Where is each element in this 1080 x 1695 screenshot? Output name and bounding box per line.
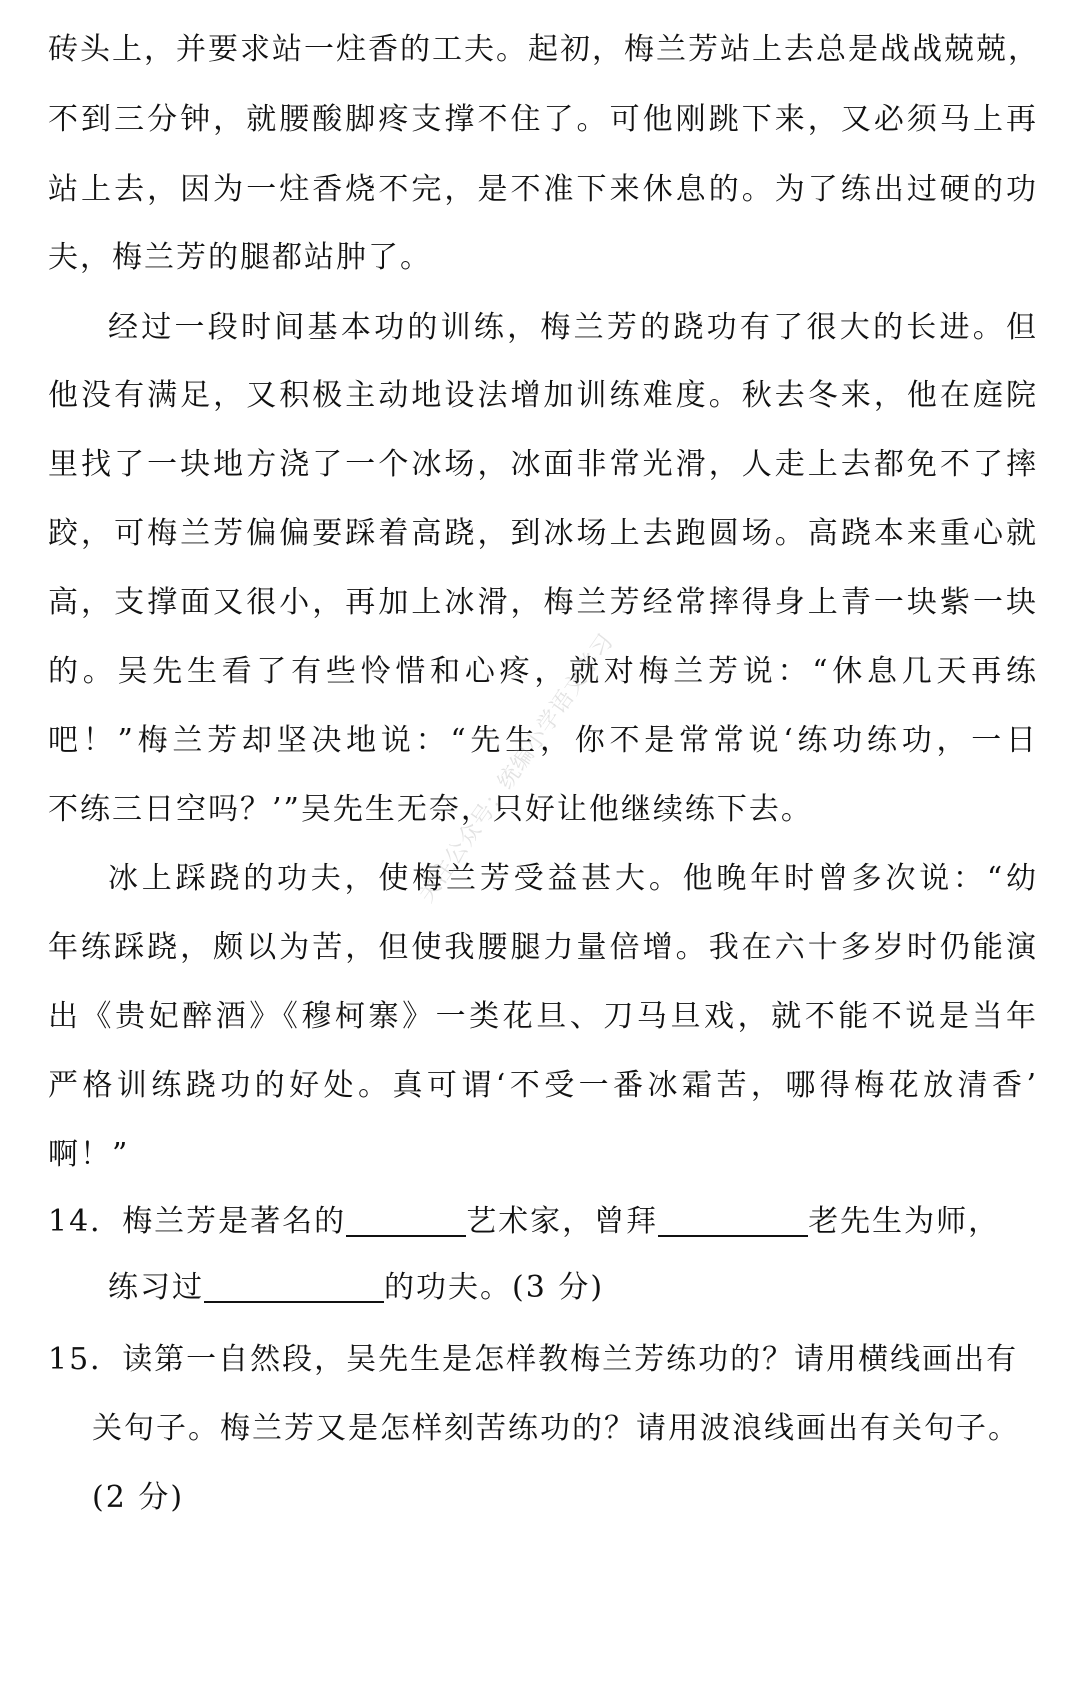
question-text: 的功夫。(3 分): [384, 1270, 605, 1305]
question-number: 14．: [48, 1204, 123, 1239]
passage-line: 啊！”: [48, 1137, 130, 1172]
passage-line: 站上去，因为一炷香烧不完，是不准下来休息的。为了练出过硬的功: [48, 172, 1038, 207]
answer-blank[interactable]: [346, 1205, 466, 1237]
question-15: [48, 1332, 1038, 1388]
question-text: 老先生为师，: [808, 1204, 1001, 1239]
passage-line: 他没有满足，又积极主动地设法增加训练难度。秋去冬来，他在庭院: [48, 378, 1038, 413]
passage-line: 夫，梅兰芳的腿都站肿了。: [48, 240, 432, 275]
passage-line: 冰上踩跷的功夫，使梅兰芳受益甚大。他晚年时曾多次说：“幼: [108, 861, 1038, 896]
passage-line: 出《贵妃醉酒》《穆柯寨》一类花旦、刀马旦戏，就不能不说是当年: [48, 999, 1038, 1034]
question-text: 艺术家，曾拜: [466, 1204, 659, 1239]
passage-line: 不练三日空吗？’”吴先生无奈，只好让他继续练下去。: [48, 792, 813, 827]
question-text: 关句子。梅兰芳又是怎样刻苦练功的？请用波浪线画出有关句子。: [92, 1411, 1020, 1446]
passage-line: 里找了一块地方浇了一个冰场，冰面非常光滑，人走上去都免不了摔: [48, 447, 1038, 482]
question-14: [48, 1194, 1038, 1250]
question-score: (2 分): [92, 1480, 185, 1515]
question-text: 练习过: [108, 1270, 204, 1305]
question-14-continued: [108, 1260, 1038, 1316]
question-number: 15．: [48, 1342, 123, 1377]
passage-line: 吧！”梅兰芳却坚决地说：“先生，你不是常常说‘练功练功，一日: [48, 723, 1038, 758]
question-text: 读第一自然段，吴先生是怎样教梅兰芳练功的？请用横线画出有: [122, 1342, 1019, 1377]
passage-line: 砖头上，并要求站一炷香的工夫。起初，梅兰芳站上去总是战战兢兢，: [48, 32, 1040, 67]
passage-line: 跤，可梅兰芳偏偏要踩着高跷，到冰场上去跑圆场。高跷本来重心就: [48, 516, 1038, 551]
passage-line: 经过一段时间基本功的训练，梅兰芳的跷功有了很大的长进。但: [108, 310, 1038, 345]
answer-blank[interactable]: [204, 1271, 384, 1303]
passage-line: 年练踩跷，颇以为苦，但使我腰腿力量倍增。我在六十多岁时仍能演: [48, 930, 1038, 965]
passage-line: 严格训练跷功的好处。真可谓‘不受一番冰霜苦，哪得梅花放清香’: [48, 1068, 1038, 1103]
question-text: 梅兰芳是著名的: [122, 1204, 347, 1239]
passage-line: 高，支撑面又很小，再加上冰滑，梅兰芳经常摔得身上青一块紫一块: [48, 585, 1038, 620]
answer-blank[interactable]: [658, 1205, 808, 1237]
watermark: 关注公众号：统编小学语文学习: [414, 629, 620, 908]
passage-line: 的。吴先生看了有些怜惜和心疼，就对梅兰芳说：“休息几天再练: [48, 654, 1038, 689]
passage-line: 不到三分钟，就腰酸脚疼支撑不住了。可他刚跳下来，又必须马上再: [48, 102, 1038, 137]
